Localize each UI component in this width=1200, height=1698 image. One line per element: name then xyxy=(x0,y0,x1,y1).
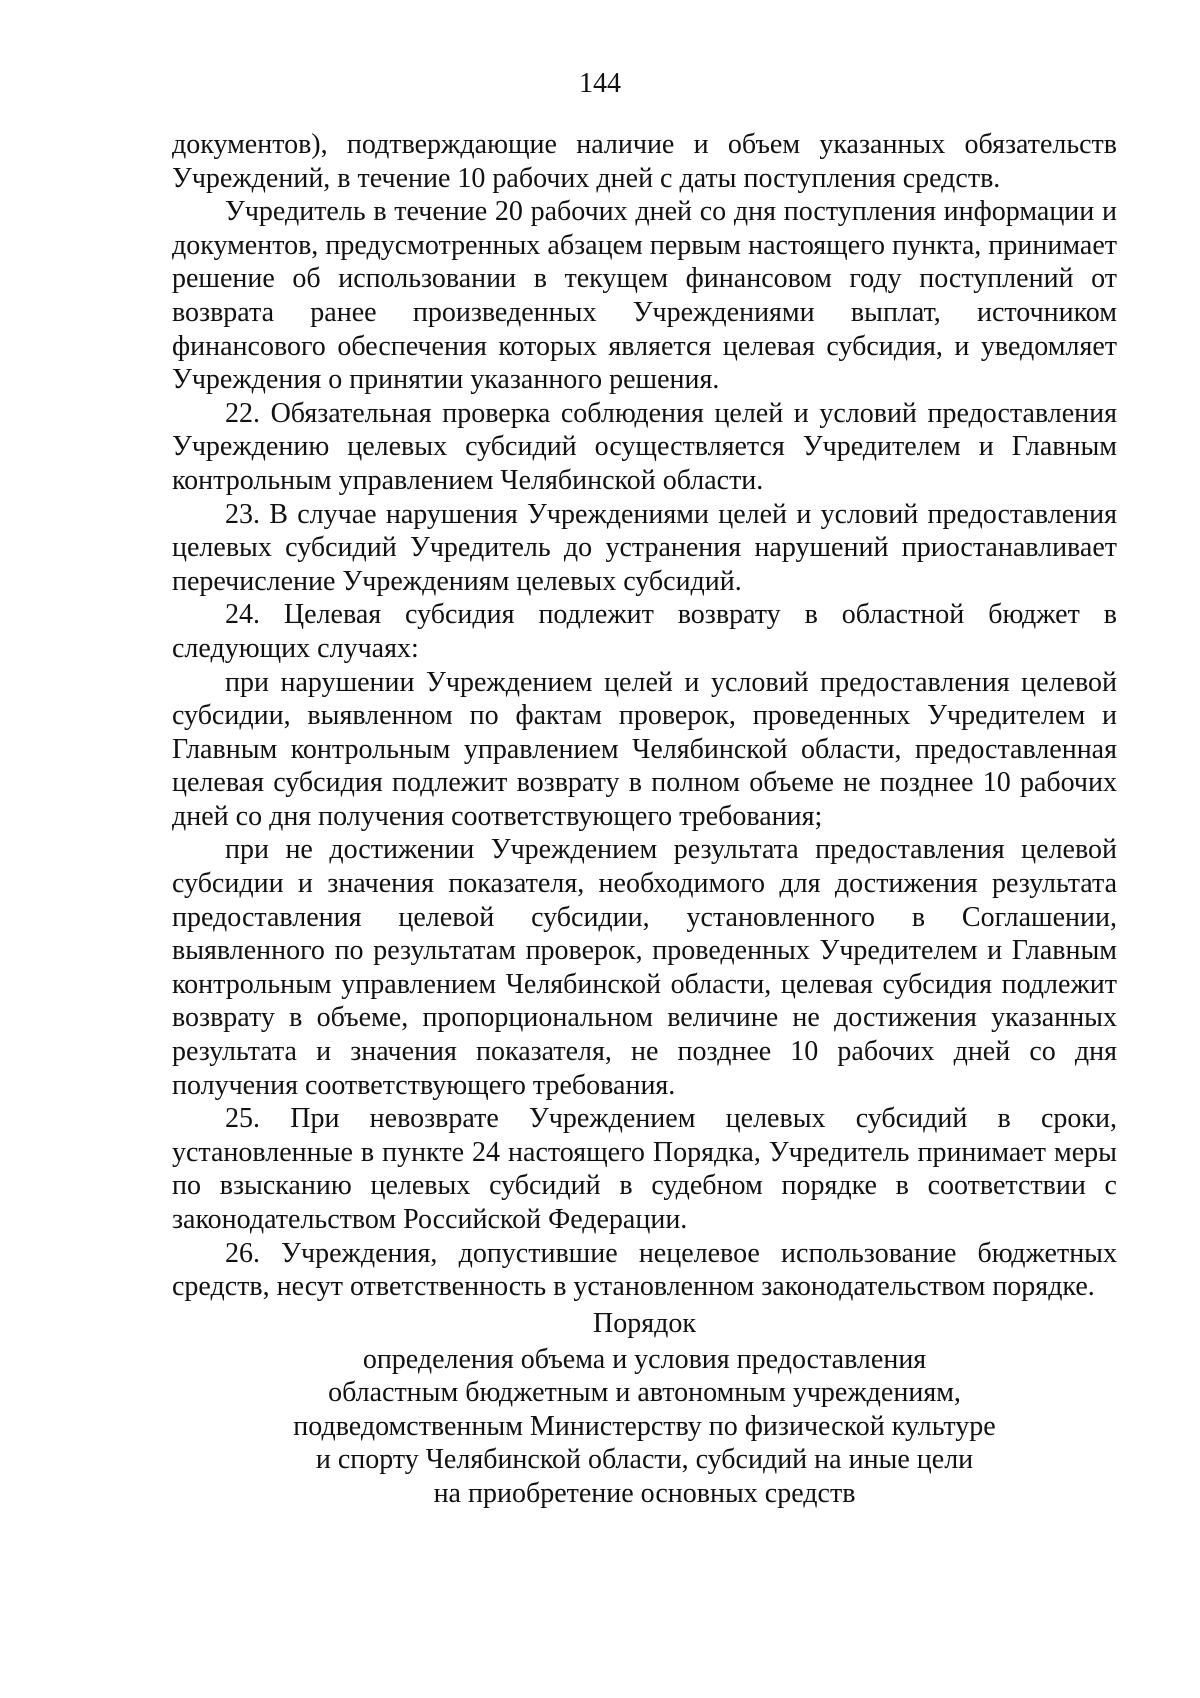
section-heading: Порядок xyxy=(593,1308,696,1339)
section-title xyxy=(172,1307,1117,1511)
paragraph: при нарушении Учреждением целей и условий предоставления целевой субсидии, выявленном по фактам проверок, проведенных Учредителем и Главным контрольным управлением Челябинской области, предоставленная целевая субсидия подлежит возврату в полном объеме не позднее 10 рабочих дней со дня получения соответствующего требования; xyxy=(172,666,1117,832)
document-body xyxy=(172,128,1117,1304)
paragraph: 22. Обязательная проверка соблюдения целей и условий предоставления Учреждению целевых субсидий осуществляется Учредителем и Главным контрольным управлением Челябинской области. xyxy=(172,397,1117,496)
paragraph: документов), подтверждающие наличие и объем указанных обязательств Учреждений, в течение 10 рабочих дней с даты поступления средств. xyxy=(172,129,1117,194)
section-subtitle-line: подведомственным Министерству по физической культуре xyxy=(293,1410,996,1442)
paragraph: 26. Учреждения, допустившие нецелевое использование бюджетных средств, несут ответственность в установленном законодательством порядке. xyxy=(172,1237,1117,1303)
paragraph: 25. При невозврате Учреждением целевых субсидий в сроки, установленные в пункте 24 настоящего Порядка, Учредитель принимает меры по взысканию целевых субсидий в судебном порядке в соответствии с законодательством Российской Федерации. xyxy=(172,1103,1117,1235)
section-subtitle-line: областным бюджетным и автономным учреждениям, xyxy=(328,1377,961,1409)
paragraph: при не достижении Учреждением результата предоставления целевой субсидии и значения показателя, необходимого для достижения результата предоставления целевой субсидии, установленного в Соглашении, выявленного по результатам проверок, проведенных Учредителем и Главным контрольным управлением Челябинской области, целевая субсидия подлежит возврату в объеме, пропорциональном величине не достижения указанных результата и значения показателя, не позднее 10 рабочих дней со дня получения соответствующего требования. xyxy=(172,834,1117,1101)
section-subtitle-line: на приобретение основных средств xyxy=(433,1477,856,1509)
page-number: 144 xyxy=(579,68,621,99)
paragraph: 24. Целевая субсидия подлежит возврату в областной бюджет в следующих случаях: xyxy=(172,599,1117,664)
paragraph: 23. В случае нарушения Учреждениями целей и условий предоставления целевых субсидий Учредитель до устранения нарушений приостанавливает перечисление Учреждениям целевых субсидий. xyxy=(172,498,1117,597)
section-subtitle-line: и спорту Челябинской области, субсидий на иные цели xyxy=(315,1444,974,1476)
section-subtitle-line: определения объема и условия предоставления xyxy=(362,1343,927,1375)
paragraph: Учредитель в течение 20 рабочих дней со дня поступления информации и документов, предусмотренных абзацем первым настоящего пункта, принимает решение об использовании в текущем финансовом году поступлений от возврата ранее произведенных Учреждениями выплат, источником финансового обеспечения которых является целевая субсидия, и уведомляет Учреждения о принятии указанного решения. xyxy=(172,196,1117,396)
